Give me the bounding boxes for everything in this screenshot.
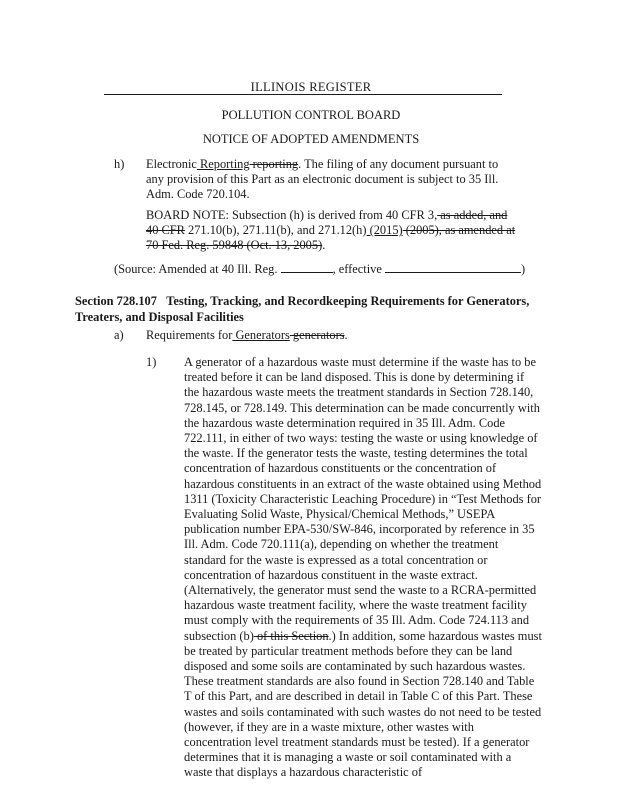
register-blank bbox=[281, 262, 333, 273]
section-title: Testing, Tracking, and Recordkeeping Requirements for Generators, Treaters, and Disposal Facilities bbox=[75, 294, 530, 324]
section-heading bbox=[75, 294, 545, 325]
item-h-label: h) bbox=[114, 157, 125, 171]
item-a-deleted: generators bbox=[289, 328, 345, 342]
board-note-inserted: (2015) bbox=[366, 223, 403, 238]
item-1-text bbox=[184, 355, 542, 781]
source-text-3: ) bbox=[520, 262, 526, 276]
header-rule bbox=[104, 94, 502, 95]
register-title: ILLINOIS REGISTER bbox=[250, 80, 372, 94]
item-h-text bbox=[146, 157, 516, 203]
source-text-2: , effective bbox=[332, 262, 382, 276]
board-note bbox=[146, 208, 518, 254]
section-number: Section 728.107 bbox=[75, 294, 157, 308]
source-line bbox=[114, 262, 534, 277]
item-h-text-1: Electronic bbox=[146, 157, 197, 171]
item-a-text-2: . bbox=[344, 328, 348, 342]
item-h-inserted: Reporting bbox=[196, 157, 250, 171]
item-h-deleted: reporting bbox=[249, 157, 299, 171]
item-a-inserted: Generators bbox=[232, 328, 290, 342]
effective-blank bbox=[385, 262, 521, 273]
board-note-text-3: . bbox=[322, 238, 326, 253]
board-name: POLLUTION CONTROL BOARD bbox=[221, 108, 401, 122]
source-text-1: (Source: Amended at 40 Ill. Reg. bbox=[114, 262, 278, 276]
item-1-text-2: .) In addition, some hazardous wastes must be treated by particular treatment methods before they can be land disposed and some soils are contaminated by such hazardous wastes. These treatment standards are also found in Section 728.140 and Table T of this Part, and are described in detail in Table C of this Part. These wastes and soils contaminated with such wastes do not need to be tested (however, if they are in a waste mixture, other wastes with concentration level treatment standards must be tested). If a generator determines that it is managing a waste or soil contaminated with a waste that displays a hazardous characteristic of bbox=[184, 628, 542, 780]
item-a-label: a) bbox=[114, 328, 124, 342]
board-note-text-1: BOARD NOTE: Subsection (h) is derived from 40 CFR 3, bbox=[146, 208, 438, 222]
item-1-text-1: A generator of a hazardous waste must determine if the waste has to be treated before it can be land disposed. This is done by determining if the hazardous waste meets the treatment standards in Section 728.140, 728.145, or 728.149. This determination can be made concurrently with the hazardous waste determination required in 35 Ill. Adm. Code 722.111, in either of two ways: testing the waste or using knowledge of the waste. If the generator tests the waste, testing determines the total concentration of hazardous constituents or the concentration of hazardous constituents in an extract of the waste obtained using Method 1311 (Toxicity Characteristic Leaching Procedure) in “Test Methods for Evaluating Solid Waste, Physical/Chemical Methods,” USEPA publication number EPA-530/SW-846, incorporated by reference in 35 Ill. Adm. Code 720.111(a), depending on whether the treatment standard for the waste is expressed as a total concentration or concentration of hazardous constituent in the waste extract. (Alternatively, the generator must send the waste to a RCRA-permitted hazardous waste treatment facility, where the waste treatment facility must comply with the requirements of 35 Ill. Adm. Code 724.113 and subsection (b) bbox=[184, 355, 542, 643]
item-h-text-2: . The filing of any document pursuant to any provision of this Part as an electronic document is subject to 35 Ill. Adm. Code 720.104. bbox=[146, 157, 499, 202]
board-note-text-2: 271.10(b), 271.11(b), and 271.12(h) bbox=[184, 223, 367, 238]
notice-title: NOTICE OF ADOPTED AMENDMENTS bbox=[202, 132, 420, 146]
board-note-deleted-1: as added, and 40 CFR bbox=[146, 208, 508, 238]
item-a-text bbox=[146, 328, 516, 343]
board-note-deleted-2: (2005), as amended at 70 Fed. Reg. 59848 (Oct. 13, 2005) bbox=[146, 223, 516, 253]
item-1-deleted: of this Section bbox=[253, 628, 329, 643]
item-1-label: 1) bbox=[146, 355, 157, 369]
item-a-text-1: Requirements for bbox=[146, 328, 233, 342]
